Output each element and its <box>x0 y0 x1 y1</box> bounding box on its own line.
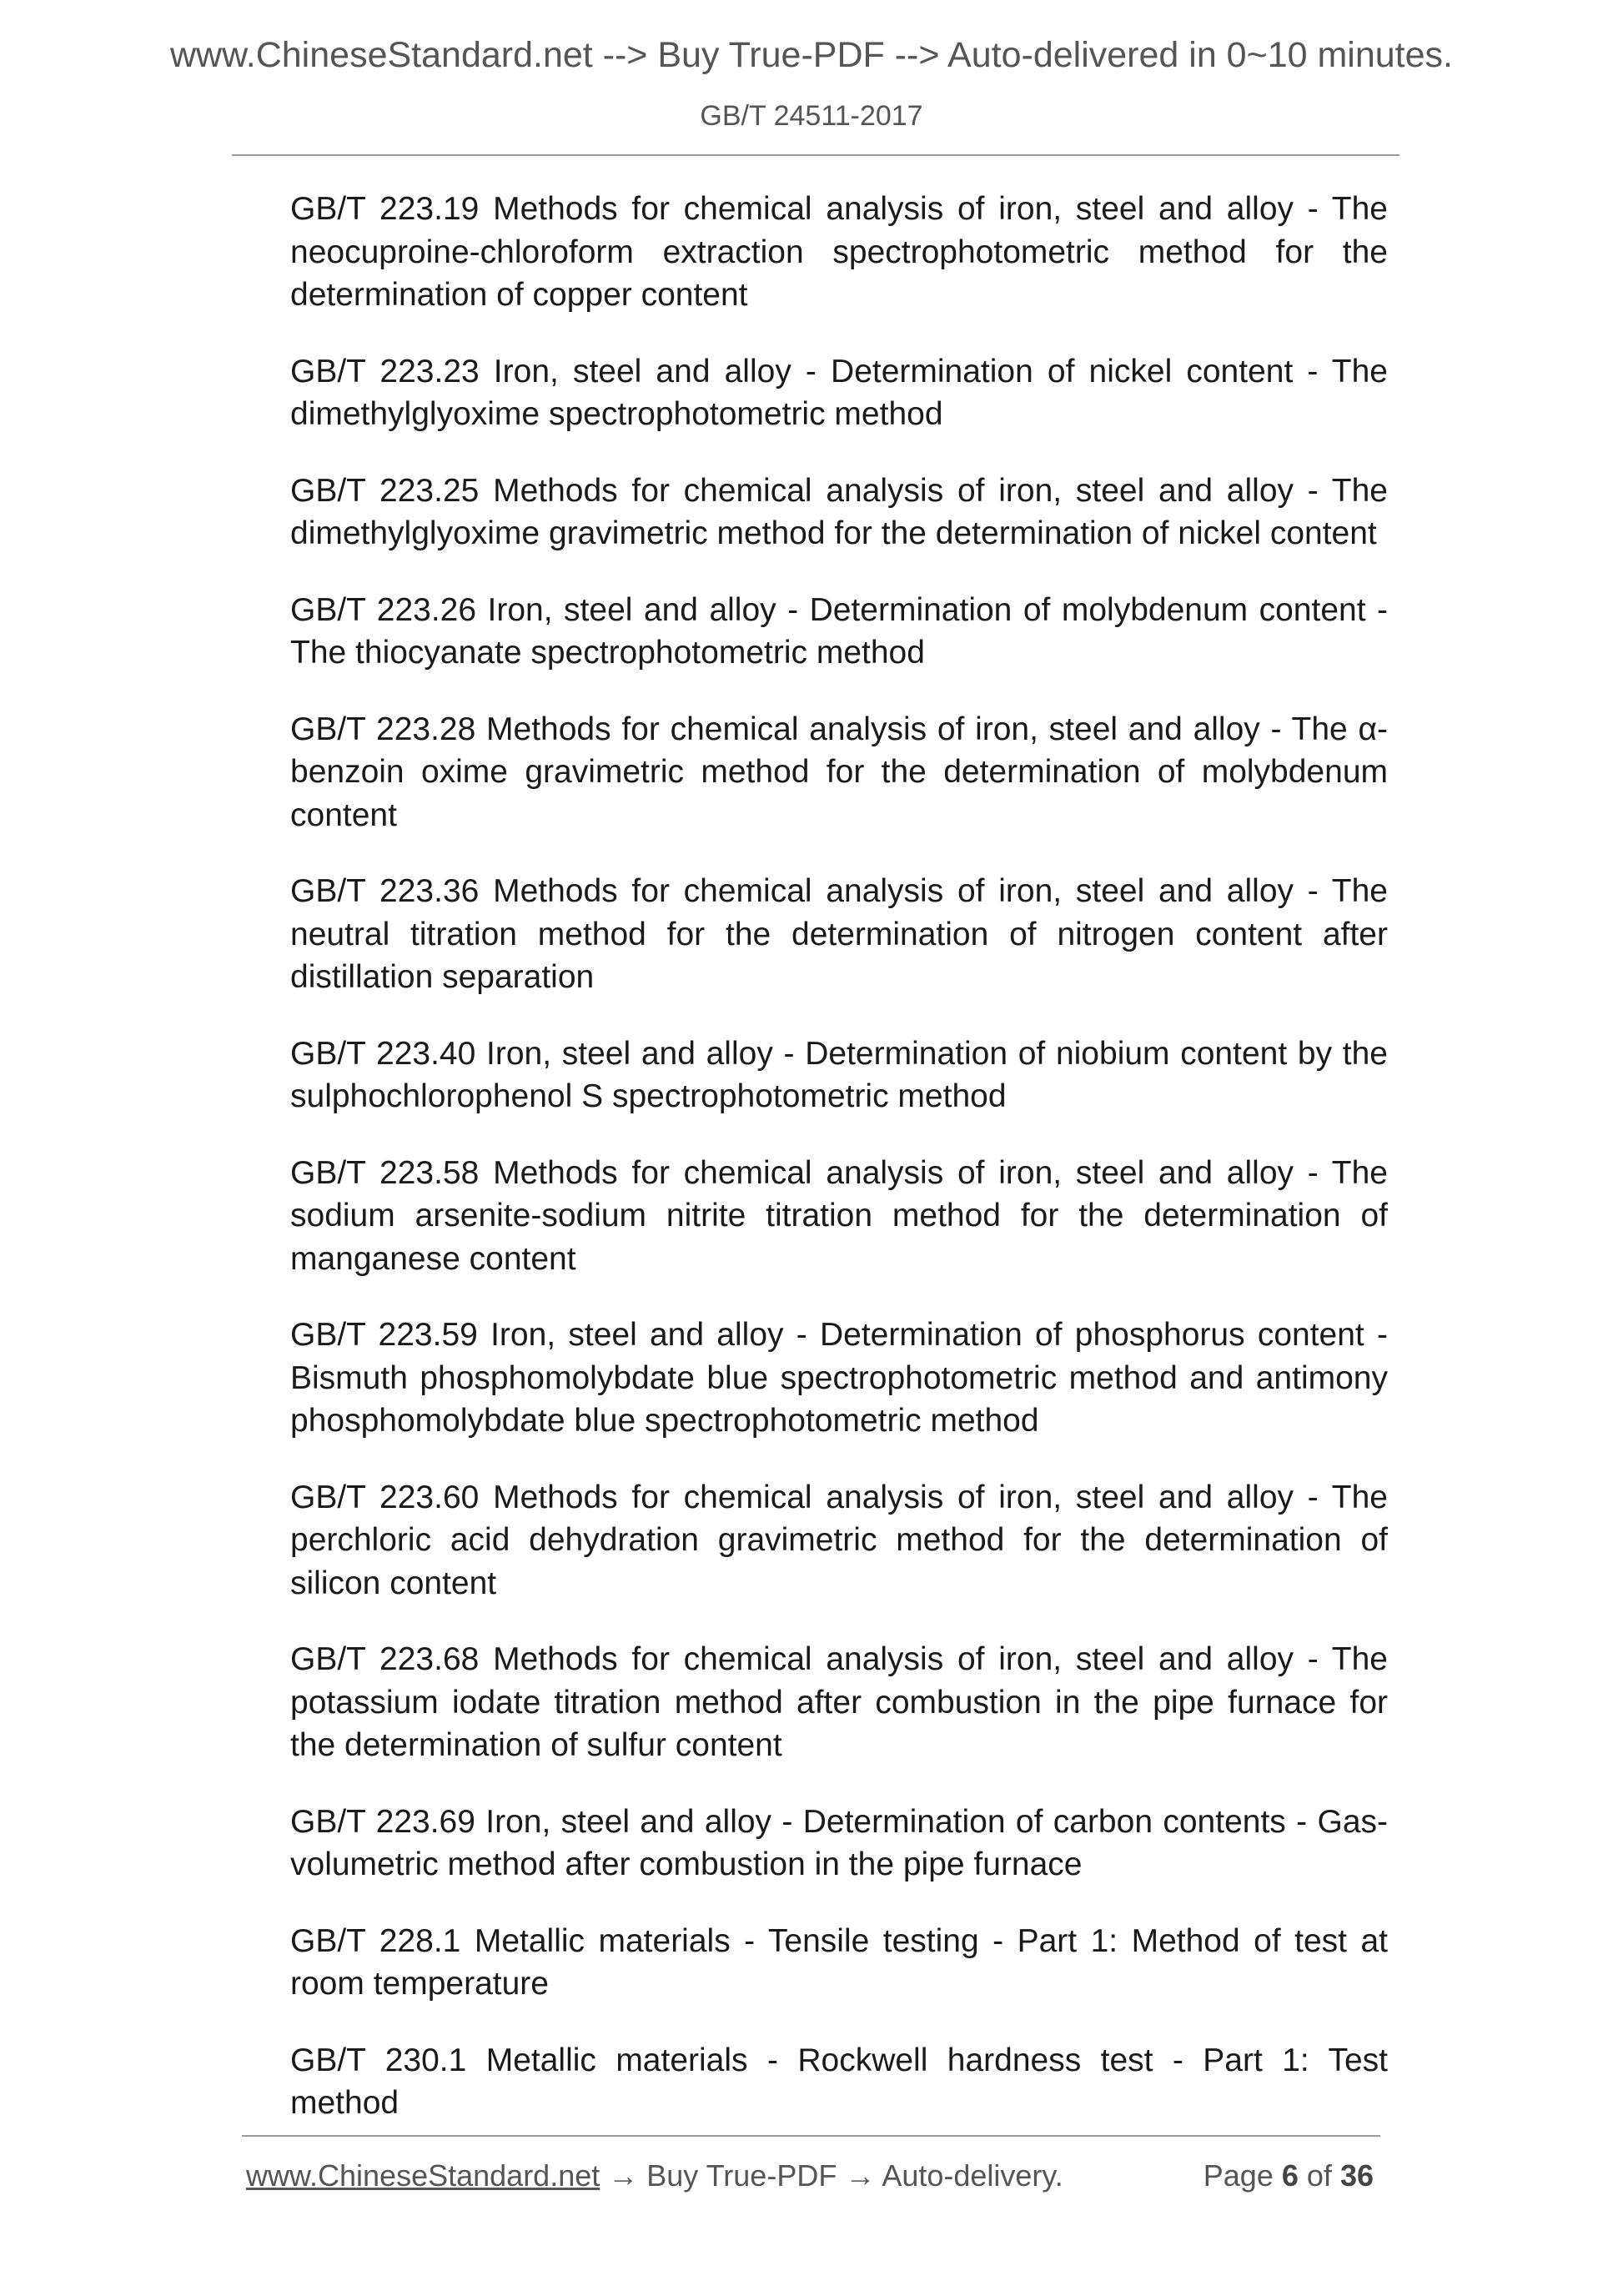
reference-item: GB/T 223.60 Methods for chemical analysis of iron, steel and alloy - The perchloric acid dehydration gravimetric method for the determination of silicon content <box>290 1479 1388 1601</box>
header-divider <box>232 154 1399 156</box>
total-pages: 36 <box>1339 2158 1374 2193</box>
page-number: 6 <box>1281 2158 1299 2193</box>
reference-item: GB/T 223.19 Methods for chemical analysis of iron, steel and alloy - The neocuproine-chloroform extraction spectrophotometric method for the determination of copper content <box>290 191 1388 313</box>
reference-item: GB/T 223.58 Methods for chemical analysis of iron, steel and alloy - The sodium arsenite-sodium nitrite titration method for the determination of manganese content <box>290 1154 1388 1277</box>
reference-item: GB/T 223.28 Methods for chemical analysis of iron, steel and alloy - The α-benzoin oxime gravimetric method for the determination of molybdenum content <box>290 711 1388 833</box>
footer-promo <box>246 2158 1063 2193</box>
footer-tagline: → Buy True-PDF → Auto-delivery. <box>600 2158 1063 2193</box>
footer-divider <box>242 2135 1380 2137</box>
reference-item: GB/T 228.1 Metallic materials - Tensile testing - Part 1: Method of test at room temperature <box>290 1922 1388 2002</box>
reference-item: GB/T 223.40 Iron, steel and alloy - Determination of niobium content by the sulphochlorophenol S spectrophotometric method <box>290 1035 1388 1114</box>
reference-item: GB/T 223.23 Iron, steel and alloy - Determination of nickel content - The dimethylglyoxime spectrophotometric method <box>290 353 1388 432</box>
reference-item: GB/T 223.68 Methods for chemical analysis of iron, steel and alloy - The potassium iodate titration method after combustion in the pipe furnace for the determination of sulfur content <box>290 1641 1388 1763</box>
reference-item: GB/T 223.69 Iron, steel and alloy - Determination of carbon contents - Gas-volumetric method after combustion in the pipe furnace <box>290 1803 1388 1882</box>
reference-item: GB/T 223.26 Iron, steel and alloy - Determination of molybdenum content - The thiocyanate spectrophotometric method <box>290 591 1388 671</box>
page-indicator <box>1203 2158 1374 2193</box>
footer-site-link[interactable]: www.ChineseStandard.net <box>246 2158 600 2193</box>
of-label: of <box>1306 2158 1332 2193</box>
standard-code: GB/T 24511-2017 <box>700 100 923 132</box>
reference-item: GB/T 223.36 Methods for chemical analysis of iron, steel and alloy - The neutral titration method for the determination of nitrogen content after distillation separation <box>290 873 1388 995</box>
page-label: Page <box>1203 2158 1274 2193</box>
reference-item: GB/T 223.59 Iron, steel and alloy - Determination of phosphorus content - Bismuth phosphomolybdate blue spectrophotometric method and antimony phosphomolybdate blue spectrophotometric method <box>290 1317 1388 1439</box>
top-banner: www.ChineseStandard.net --> Buy True-PDF --> Auto-delivered in 0~10 minutes. <box>169 35 1453 75</box>
page-footer <box>246 2158 1380 2200</box>
reference-item: GB/T 230.1 Metallic materials - Rockwell hardness test - Part 1: Test method <box>290 2042 1388 2121</box>
reference-list <box>290 188 1388 2158</box>
reference-item: GB/T 223.25 Methods for chemical analysis of iron, steel and alloy - The dimethylglyoxime gravimetric method for the determination of nickel content <box>290 472 1388 551</box>
